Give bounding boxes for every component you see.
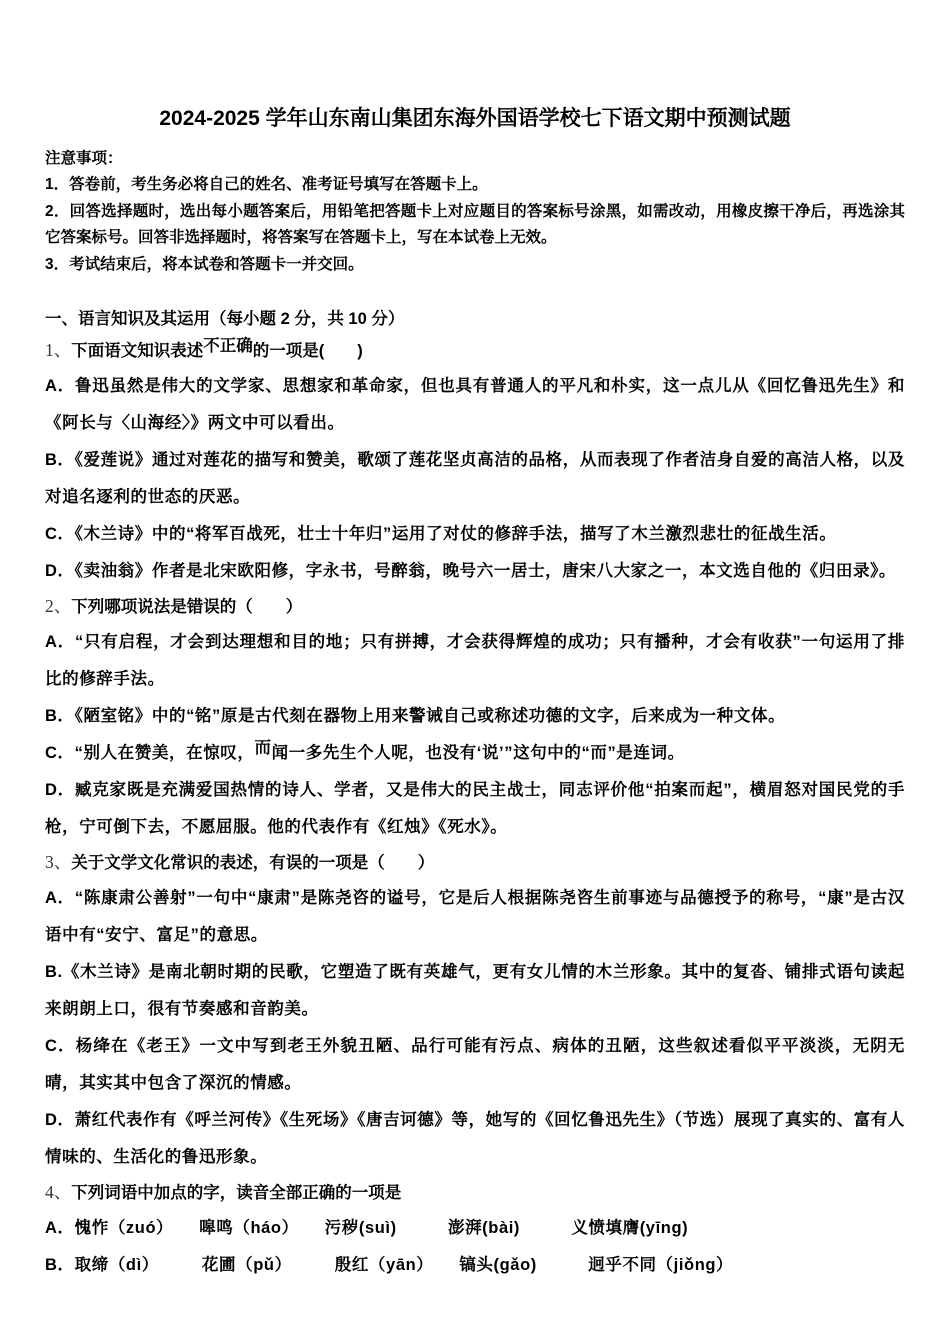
option-text: C．《木兰诗》中的“将军百战死，壮士十年归”运用了对仗的修辞手法，描写了木兰激烈悲壮的征战生活。 [45,525,837,543]
question-1-option-b [45,442,905,516]
question-2-stem [45,590,905,624]
option-text: D．《卖油翁》作者是北宋欧阳修，字永书，号醉翁，晚号六一居士，唐宋八大家之一，本文选自他的《归田录》。 [45,562,897,580]
question-4-number: 4、 [45,1182,72,1202]
question-3-option-a [45,880,905,954]
section-1-heading: 一、语言知识及其运用（每小题 2 分，共 10 分） [45,310,405,328]
question-1-option-d [45,553,905,590]
question-3-option-c [45,1028,905,1102]
page-title: 2024-2025 学年山东南山集团东海外国语学校七下语文期中预测试题 [159,107,791,130]
option-text: A．愧怍（zuó） 嗥鸣（háo） 污秽(suì) 澎湃(bài) 义愤填膺(yīng) [45,1219,689,1237]
question-4-option-b [45,1247,905,1284]
question-3-option-b [45,954,905,1028]
option-text: B．《爱莲说》通过对莲花的描写和赞美，歌颂了莲花坚贞高洁的品格，从而表现了作者洁身自爱的高洁人格，以及对追名逐利的世态的厌恶。 [45,451,905,506]
question-3-option-d [45,1102,905,1176]
option-text: D．臧克家既是充满爱国热情的诗人、学者，又是伟大的民主战士，同志评价他“拍案而起”，横眉怒对国民党的手枪，宁可倒下去，不愿屈服。他的代表作有《红烛》《死水》。 [45,781,905,836]
question-2-option-c [45,735,905,772]
notice-item-2: 2．回答选择题时，选出每小题答案后，用铅笔把答题卡上对应题目的答案标号涂黑，如需改动，用橡皮擦干净后，再选涂其它答案标号。回答非选择题时，将答案写在答题卡上，写在本试卷上无效。 [45,202,905,246]
notice-item-1: 1．答卷前，考生务必将自己的姓名、准考证号填写在答题卡上。 [45,176,488,193]
question-1-option-a [45,368,905,442]
question-2-stem-text: 下列哪项说法是错误的（ ） [71,598,303,616]
question-1-stem-text-after: 的一项是( ) [252,342,363,360]
question-2-option-a [45,624,905,698]
option-text: C．“别人在赞美，在惊叹， [45,744,255,762]
question-1-stem-emphasis: 不正确 [203,337,253,355]
question-1-number: 1、 [45,340,72,360]
question-4-stem-text: 下列词语中加点的字，读音全部正确的一项是 [71,1184,402,1202]
option-text: C．杨绛在《老王》一文中写到老王外貌丑陋、品行可能有污点、病体的丑陋，这些叙述看似平平淡淡，无阴无晴，其实其中包含了深沉的情感。 [45,1037,905,1092]
option-text: D．萧红代表作有《呼兰河传》《生死场》《唐吉诃德》等，她写的《回忆鲁迅先生》（节选）展现了真实的、富有人情味的、生活化的鲁迅形象。 [45,1111,905,1166]
question-3-number: 3、 [45,852,72,872]
option-text: A．“陈康肃公善射”一句中“康肃”是陈尧咨的谥号，它是后人根据陈尧咨生前事迹与品德授予的称号，“康”是古汉语中有“安宁、富足”的意思。 [45,889,905,944]
notice-item-3: 3．考试结束后，将本试卷和答题卡一并交回。 [45,255,364,273]
question-3-stem-text: 关于文学文化常识的表述，有误的一项是（ ） [71,854,435,872]
question-2-option-d [45,772,905,846]
question-3-stem [45,846,905,880]
option-text: A．“只有启程，才会到达理想和目的地；只有拼搏，才会获得辉煌的成功；只有播种，才会有收获”一句运用了排比的修辞手法。 [45,633,905,688]
option-emphasis: 而 [254,739,272,757]
question-4-stem [45,1176,905,1210]
option-text: B．《陋室铭》中的“铭”原是古代刻在器物上用来警诫自己或称述功德的文字，后来成为一种文体。 [45,707,786,725]
option-text-after: 闻一多先生个人呢，也没有‘说’”这句中的“而”是连词。 [271,744,685,762]
option-text: A．鲁迅虽然是伟大的文学家、思想家和革命家，但也具有普通人的平凡和朴实，这一点儿从《回忆鲁迅先生》和《阿长与〈山海经〉》两文中可以看出。 [45,377,905,432]
notice-heading: 注意事项： [45,150,123,167]
question-1-stem-text: 下面语文知识表述 [71,342,204,360]
question-1-stem [45,334,905,368]
question-1-option-c [45,516,905,553]
question-4-option-a [45,1210,905,1247]
question-2-option-b [45,698,905,735]
option-text: B.《木兰诗》是南北朝时期的民歌，它塑造了既有英雄气，更有女儿情的木兰形象。其中的复沓、铺排式语句读起来朗朗上口，很有节奏感和音韵美。 [45,963,905,1018]
option-text: B．取缔（dì） 花圃（pǔ） 殷红（yān） 镐头(gǎo) 迥乎不同（jiǒng） [45,1256,734,1274]
question-2-number: 2、 [45,596,72,616]
